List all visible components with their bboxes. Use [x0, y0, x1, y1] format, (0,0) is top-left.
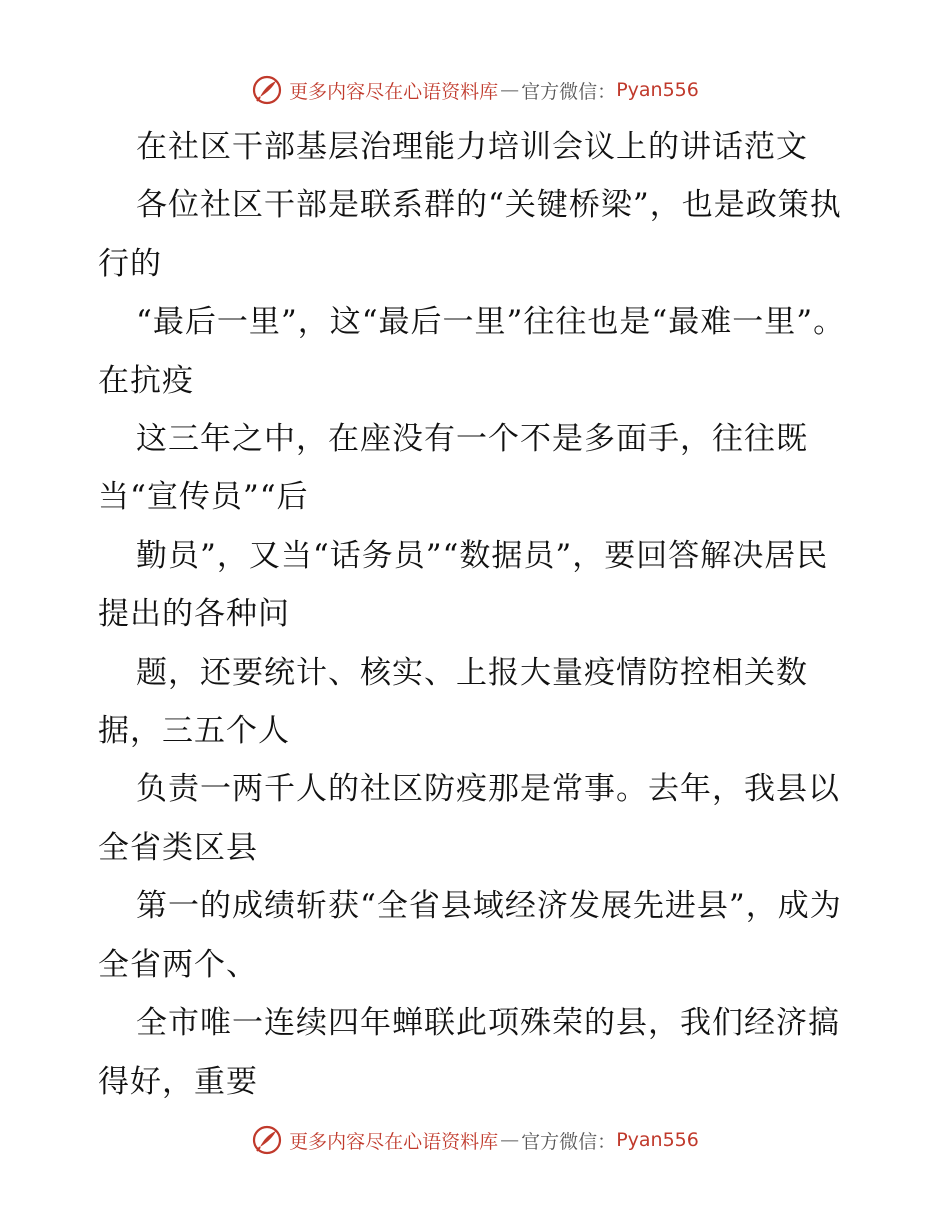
banner-text: 更多内容尽在心语资料库: [289, 80, 499, 103]
paragraph-8: 全市唯一连续四年蝉联此项殊荣的县，我们经济搞得好，重要: [98, 1005, 840, 1100]
banner-wechat-account: Pyan556: [616, 1129, 699, 1151]
banner-wechat-account: Pyan556: [616, 79, 699, 101]
paragraph-4: 勤员”，又当“话务员”“数据员”，要回答解决居民提出的各种问: [98, 537, 829, 633]
header-watermark-banner: [0, 70, 950, 110]
banner-text: 更多内容尽在心语资料库: [289, 1130, 499, 1153]
banner-separator: —: [500, 1129, 520, 1151]
paragraph-3: 这三年之中，在座没有一个不是多面手，往往既当“宣传员”“后: [98, 421, 808, 516]
document-title: 在社区干部基层治理能力培训会议上的讲话范文: [136, 129, 808, 165]
footer-watermark-banner: [0, 1120, 950, 1160]
paragraph-2: “最后一里”，这“最后一里”往往也是“最难一里”。在抗疫: [98, 304, 846, 399]
banner-wechat-label: 官方微信：: [521, 80, 617, 103]
banner-separator: —: [500, 79, 520, 101]
feather-pen-logo-icon: [251, 1124, 283, 1156]
paragraph-5: 题，还要统计、核实、上报大量疫情防控相关数据，三五个人: [98, 654, 808, 750]
feather-pen-logo-icon: [251, 74, 283, 106]
banner-wechat-label: 官方微信：: [521, 1130, 617, 1153]
paragraph-1: 各位社区干部是联系群的“关键桥梁”，也是政策执行的: [98, 187, 842, 282]
document-body: [98, 118, 858, 1111]
paragraph-6: 负责一两千人的社区防疫那是常事。去年，我县以全省类区县: [98, 771, 840, 866]
paragraph-7: 第一的成绩斩获“全省县域经济发展先进县”，成为全省两个、: [98, 888, 842, 983]
